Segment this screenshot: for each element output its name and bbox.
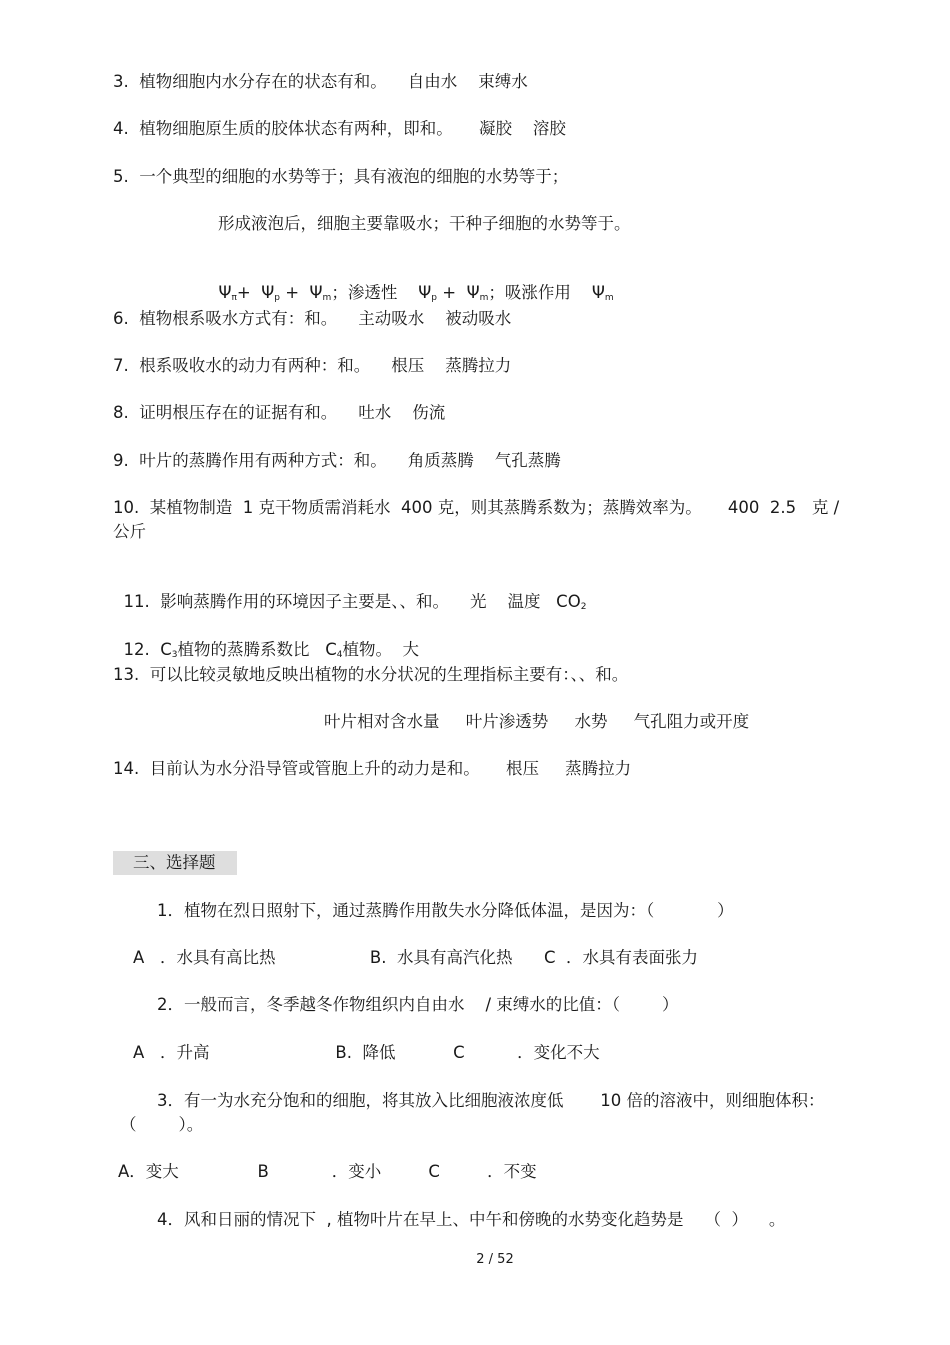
section-title: 三、选择题 [113,851,237,875]
fill-in-q10-line1: 10. 某植物制造 1 克干物质需消耗水 400 克，则其蒸腾系数为；蒸腾效率为。 400 2.5 克 / [113,498,840,517]
fill-in-q11 [113,569,586,618]
subscript-4: 4 [336,650,343,660]
fill-in-q8: 8. 证明根压存在的证据有和。 吐水 伤流 [113,403,446,422]
question-text: 植物的蒸腾系数比 C [177,640,337,659]
answer-text: ；渗透性 [331,283,419,302]
choice-q2-options: A ．升高 B. 降低 C ．变化不大 [133,1043,600,1062]
choice-q1-options: A ．水具有高比热 B. 水具有高汽化热 C ．水具有表面张力 [133,948,698,967]
fill-in-q9: 9. 叶片的蒸腾作用有两种方式：和。 角质蒸腾 气孔蒸腾 [113,451,561,470]
psi-symbol: Ψ [591,283,605,302]
choice-q4: 4．风和日丽的情况下 , 植物叶片在早上、中午和傍晚的水势变化趋势是 （ ） 。 [157,1210,786,1229]
subscript-m: m [322,293,332,303]
question-text: 12. C [123,640,172,659]
fill-in-q5-line2: 形成液泡后，细胞主要靠吸水；干种子细胞的水势等于。 [218,214,631,233]
fill-in-q3: 3. 植物细胞内水分存在的状态有和。 自由水 束缚水 [113,72,528,91]
psi-symbol: Ψ [309,283,323,302]
subscript-m: m [604,293,614,303]
subscript-2: 2 [580,602,587,612]
fill-in-q5-line1: 5. 一个典型的细胞的水势等于；具有液泡的细胞的水势等于； [113,167,569,186]
fill-in-q13-line2: 叶片相对含水量 叶片渗透势 水势 气孔阻力或开度 [324,712,750,731]
psi-symbol: Ψ [218,283,232,302]
fill-in-q13-line1: 13. 可以比较灵敏地反映出植物的水分状况的生理指标主要有：、、和。 [113,665,629,684]
choice-q2: 2．一般而言，冬季越冬作物组织内自由水 / 束缚水的比值：（ ） [157,995,679,1014]
subscript-p: p [431,293,438,303]
question-text: 11. 影响蒸腾作用的环境因子主要是、、和。 光 温度 CO [123,592,581,611]
choice-q3-line2: （ ）。 [120,1115,204,1134]
subscript-m: m [479,293,489,303]
fill-in-q4: 4. 植物细胞原生质的胶体状态有两种，即和。 凝胶 溶胶 [113,119,566,138]
fill-in-q6: 6. 植物根系吸水方式有：和。 主动吸水 被动吸水 [113,309,512,328]
fill-in-q12 [113,617,419,666]
subscript-pi: π [231,293,237,303]
plus-sign: + [437,283,467,302]
answer-text: ；吸涨作用 [488,283,592,302]
answer-text: 植物。 大 [342,640,419,659]
plus-sign: + [279,283,310,302]
psi-symbol: Ψ [418,283,432,302]
psi-symbol: Ψ [466,283,480,302]
subscript-p: p [274,293,280,303]
choice-q1: 1．植物在烈日照射下，通过蒸腾作用散失水分降低体温，是因为：（ ） [157,901,734,920]
fill-in-q14: 14. 目前认为水分沿导管或管胞上升的动力是和。 根压 蒸腾拉力 [113,759,632,778]
fill-in-q5-line3 [208,260,614,309]
choice-q3-options: A．变大 B ．变小 C ．不变 [118,1162,537,1181]
page-number: 2 / 52 [476,1252,514,1267]
plus-sign: + [236,283,262,302]
fill-in-q10-line2: 公斤 [113,522,146,541]
fill-in-q7: 7. 根系吸收水的动力有两种：和。 根压 蒸腾拉力 [113,356,512,375]
choice-q3-line1: 3．有一为水充分饱和的细胞，将其放入比细胞液浓度低 10 倍的溶液中，则细胞体积： [157,1091,825,1110]
subscript-3: 3 [171,650,178,660]
psi-symbol: Ψ [261,283,275,302]
